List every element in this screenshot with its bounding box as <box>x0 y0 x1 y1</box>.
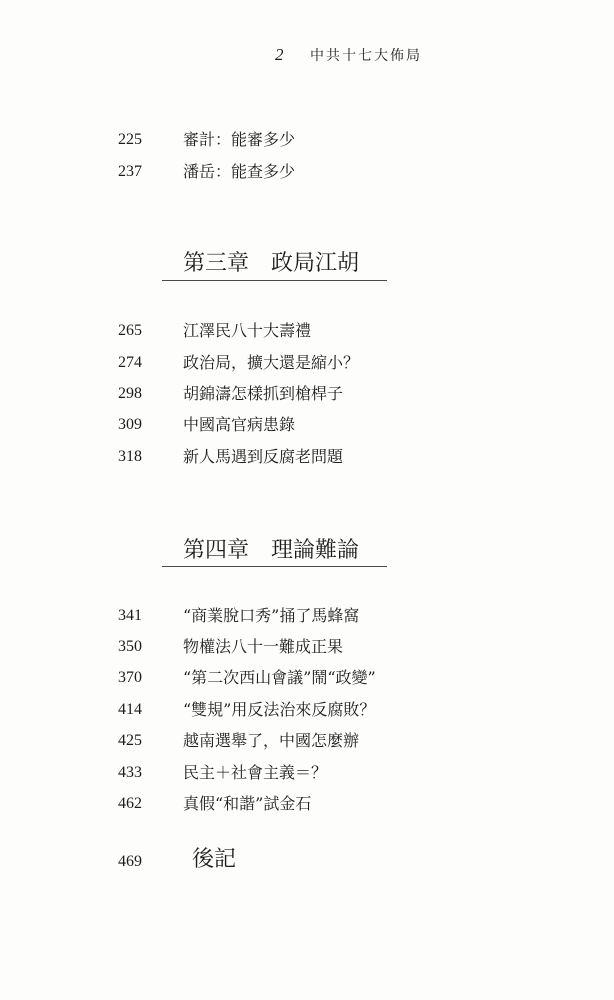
toc-entry-title: 真假“和諧”試金石 <box>183 794 312 813</box>
toc-entry-page: 298 <box>118 385 142 402</box>
chapter-heading: 第四章 理論難論 <box>183 538 360 563</box>
toc-entry-page: 341 <box>118 607 142 624</box>
afterword-page: 469 <box>118 853 142 870</box>
toc-entry-title: “雙規”用反法治來反腐敗？ <box>183 700 376 719</box>
toc-entry-page: 225 <box>118 131 142 148</box>
toc-entry-title: “第二次西山會議”鬧“政變” <box>183 668 376 687</box>
toc-entry-page: 309 <box>118 416 142 433</box>
toc-entry-page: 237 <box>118 163 142 180</box>
toc-entry-title: 胡錦濤怎樣抓到槍桿子 <box>183 384 344 403</box>
toc-entry-title: 新人馬遇到反腐老問題 <box>183 447 344 466</box>
toc-entry-title: 物權法八十一難成正果 <box>183 637 344 656</box>
toc-entry-page: 265 <box>118 322 142 339</box>
toc-entry-page: 318 <box>118 448 142 465</box>
toc-entry-title: 江澤民八十大壽禮 <box>183 321 312 340</box>
running-header-title: 中共十七大佈局 <box>310 48 422 64</box>
toc-entry-page: 414 <box>118 701 142 718</box>
toc-entry-page: 370 <box>118 669 142 686</box>
toc-entry-title: 審計：能審多少 <box>183 130 296 149</box>
chapter-rule <box>162 566 387 567</box>
toc-entry-title: 政治局，擴大還是縮小？ <box>183 353 360 372</box>
toc-entry-title: 中國高官病患錄 <box>183 415 296 434</box>
toc-entry-title: 潘岳：能查多少 <box>183 162 296 181</box>
toc-entry-title: 越南選舉了，中國怎麼辦 <box>183 731 360 750</box>
toc-entry-page: 433 <box>118 764 142 781</box>
toc-entry-page: 462 <box>118 795 142 812</box>
toc-entry-page: 350 <box>118 638 142 655</box>
afterword-title: 後記 <box>192 847 237 872</box>
page-number: 2 <box>275 45 284 64</box>
toc-entry-title: 民主＋社會主義＝？ <box>183 763 328 782</box>
toc-entry-title: “商業脫口秀”捅了馬蜂窩 <box>183 606 360 625</box>
chapter-heading: 第三章 政局江胡 <box>183 251 360 276</box>
toc-entry-page: 274 <box>118 354 142 371</box>
toc-entry-page: 425 <box>118 732 142 749</box>
chapter-rule <box>162 280 387 281</box>
